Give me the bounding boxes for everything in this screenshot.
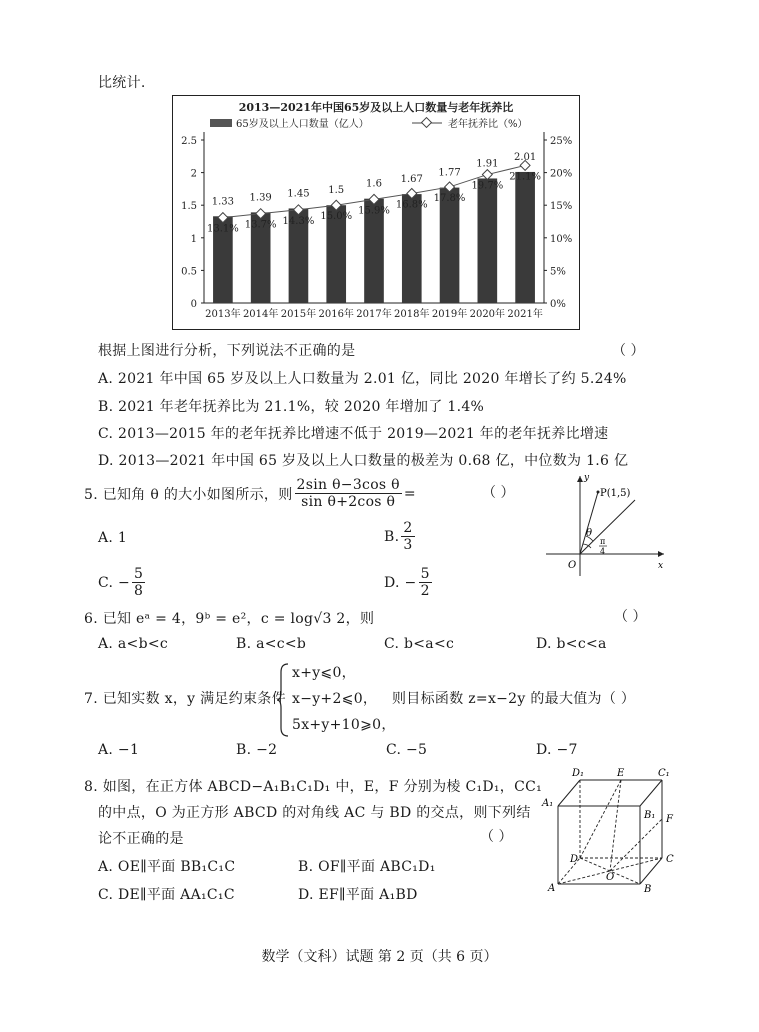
q7-tail: 则目标函数 z=x−2y 的最大值为（ ）: [392, 691, 636, 707]
bar-data-label: 1.67: [400, 174, 423, 186]
ratio-data-label: 21.1%: [509, 171, 542, 183]
q5-fraction: [295, 477, 402, 510]
q8-option-c[interactable]: C. DE∥平面 AA₁C₁C: [98, 887, 235, 903]
x-tick-label: 2013年: [205, 309, 241, 320]
q7-stem: 7. 已知实数 x，y 满足约束条件: [84, 691, 286, 707]
x-tick-label: 2021年: [507, 309, 543, 320]
q8-cube-figure: [540, 764, 680, 894]
x-tick-label: 2016年: [318, 309, 354, 320]
q4-option-c[interactable]: C. 2013—2015 年的老年抚养比增速不低于 2019—2021 年的老年抚养比增速: [98, 426, 609, 442]
bar-data-label: 2.01: [513, 151, 537, 163]
q5-option-a[interactable]: A. 1: [98, 530, 128, 546]
q7-constraint-2: x−y+2⩽0，: [292, 691, 378, 707]
q6-answer-paren[interactable]: （ ）: [614, 609, 647, 625]
bar-data-label: 1.33: [211, 196, 235, 208]
right-tick-label: 5%: [550, 266, 566, 278]
q5-option-c-label: C. −: [98, 574, 131, 591]
q8-label-o: O: [606, 872, 615, 883]
ratio-data-label: 17.8%: [433, 192, 466, 204]
q5-origin-label: O: [568, 560, 577, 571]
q5-option-d-num: 5: [420, 566, 430, 582]
q6-option-d[interactable]: D. b<c<a: [536, 636, 607, 652]
ratio-data-label: 15.0%: [320, 211, 353, 223]
q5-angle-den: 4: [600, 547, 606, 556]
q8-label-a1: A₁: [542, 798, 554, 809]
ratio-data-label: 16.8%: [395, 199, 428, 211]
right-tick-label: 0%: [550, 299, 566, 310]
left-tick-label: 1: [190, 233, 197, 245]
q5-denominator: sin θ+2cos θ: [301, 494, 396, 510]
q7-constraint-3: 5x+y+10⩾0，: [292, 717, 396, 733]
q8-label-b: B: [644, 884, 652, 894]
q5-option-c-num: 5: [134, 566, 144, 582]
bar-data-label: 1.39: [249, 192, 272, 204]
q5-theta-label: θ: [586, 528, 593, 539]
q4-option-d[interactable]: D. 2013—2021 年中国 65 岁及以上人口数量的极差为 0.68 亿，中位数为 1.6 亿: [98, 453, 629, 469]
q5-option-d-label: D. −: [384, 574, 417, 591]
bar: [515, 172, 535, 303]
q8-label-d1: D₁: [572, 768, 585, 779]
header-text: 比统计.: [98, 75, 146, 91]
q5-angle-num: π: [600, 537, 606, 546]
q5-option-b-label: B.: [384, 528, 400, 545]
right-tick-label: 10%: [550, 233, 573, 245]
ratio-data-label: 15.9%: [358, 205, 390, 217]
x-tick-label: 2015年: [280, 309, 317, 320]
left-tick-label: 2: [190, 168, 197, 180]
q8-label-c1: C₁: [658, 768, 670, 779]
q7-option-d[interactable]: D. −7: [536, 742, 578, 758]
bar: [478, 178, 498, 303]
population-chart: [172, 95, 580, 330]
q5-angle-figure: [540, 470, 670, 580]
q5-option-c-den: 8: [134, 583, 144, 599]
right-tick-label: 20%: [550, 168, 573, 180]
q8-line-2: 的中点，O 为正方形 ABCD 的对角线 AC 与 BD 的交点，则下列结: [98, 805, 531, 821]
legend-bar-swatch: [210, 119, 232, 127]
q8-label-d: D: [570, 854, 579, 865]
bar-data-label: 1.91: [476, 158, 499, 170]
ratio-data-label: 19.7%: [471, 180, 504, 192]
q4-option-b[interactable]: B. 2021 年老年抚养比为 21.1%，较 2020 年增加了 1.4%: [98, 399, 485, 415]
q8-option-b[interactable]: B. OF∥平面 ABC₁D₁: [298, 859, 436, 875]
q8-label-f: F: [666, 814, 673, 825]
bar-data-label: 1.77: [438, 167, 461, 179]
q8-option-a[interactable]: A. OE∥平面 BB₁C₁C: [98, 859, 236, 875]
ratio-data-label: 13.7%: [244, 219, 277, 231]
x-tick-label: 2014年: [242, 309, 279, 320]
q8-line-1: 8. 如图，在正方体 ABCD−A₁B₁C₁D₁ 中，E，F 分别为棱 C₁D₁，CC₁: [84, 779, 543, 795]
q5-y-label: y: [584, 473, 590, 483]
q5-question: [84, 477, 416, 510]
left-tick-label: 1.5: [181, 201, 197, 213]
x-tick-label: 2018年: [394, 309, 430, 320]
q6-option-c[interactable]: C. b<a<c: [384, 636, 455, 652]
chart-title: 2013—2021年中国65岁及以上人口数量与老年抚养比: [238, 101, 514, 114]
right-tick-label: 15%: [550, 201, 573, 213]
q7-option-c[interactable]: C. −5: [386, 742, 428, 758]
q5-option-d-den: 2: [420, 583, 430, 599]
bar-data-label: 1.45: [287, 188, 310, 200]
q7-constraint-1: x+y⩽0，: [292, 665, 356, 681]
bar-data-label: 1.5: [328, 185, 345, 197]
q8-label-c: C: [666, 854, 674, 865]
q5-option-d[interactable]: [384, 566, 434, 599]
left-tick-label: 2.5: [181, 136, 197, 147]
bar-data-label: 1.6: [366, 178, 382, 190]
q7-option-b[interactable]: B. −2: [236, 742, 278, 758]
q7-brace: [276, 662, 290, 738]
x-tick-label: 2020年: [469, 309, 506, 320]
q6-stem: 6. 已知 eᵃ = 4，9ᵇ = e²，c = log√3 2，则: [84, 611, 375, 627]
q8-answer-paren[interactable]: （ ）: [480, 829, 513, 845]
q8-label-a: A: [548, 883, 556, 894]
q5-option-b[interactable]: [384, 520, 417, 553]
q5-answer-paren[interactable]: （ ）: [482, 485, 515, 501]
x-tick-label: 2019年: [431, 309, 468, 320]
q5-option-c[interactable]: [98, 566, 147, 599]
ratio-data-label: 14.3%: [282, 215, 315, 227]
left-tick-label: 0: [190, 299, 197, 310]
q5-point-p: P(1,5): [600, 488, 631, 499]
q4-stem: 根据上图进行分析，下列说法不正确的是: [98, 343, 356, 359]
q5-option-b-den: 3: [403, 537, 413, 553]
q8-line-3: 论不正确的是: [98, 831, 184, 847]
legend-bar-label: 65岁及以上人口数量（亿人）: [236, 119, 369, 130]
q5-x-label: x: [658, 561, 664, 571]
x-tick-label: 2017年: [356, 309, 392, 320]
legend-line-label: 老年抚养比（%）: [448, 119, 528, 130]
q8-option-d[interactable]: D. EF∥平面 A₁BD: [298, 887, 418, 903]
q6-option-b[interactable]: B. a<c<b: [236, 636, 307, 652]
left-tick-label: 0.5: [181, 266, 197, 278]
q5-option-b-num: 2: [403, 520, 413, 536]
right-tick-label: 25%: [550, 136, 573, 147]
q8-label-b1: B₁: [644, 810, 656, 821]
q6-option-a[interactable]: A. a<b<c: [98, 636, 169, 652]
ratio-data-label: 13.1%: [206, 223, 239, 235]
q8-label-e: E: [617, 768, 625, 779]
q4-answer-paren[interactable]: （ ）: [612, 343, 645, 359]
bar: [440, 188, 460, 303]
q5-numerator: 2sin θ−3cos θ: [296, 477, 400, 493]
page-footer: 数学（文科）试题 第 2 页（共 6 页）: [261, 949, 498, 965]
q7-option-a[interactable]: A. −1: [98, 742, 140, 758]
q5-stem: 5. 已知角 θ 的大小如图所示，则: [84, 486, 293, 503]
q5-equals: =: [403, 485, 416, 502]
q4-option-a[interactable]: A. 2021 年中国 65 岁及以上人口数量为 2.01 亿，同比 2020 年增长了约 5.24%: [98, 371, 627, 387]
